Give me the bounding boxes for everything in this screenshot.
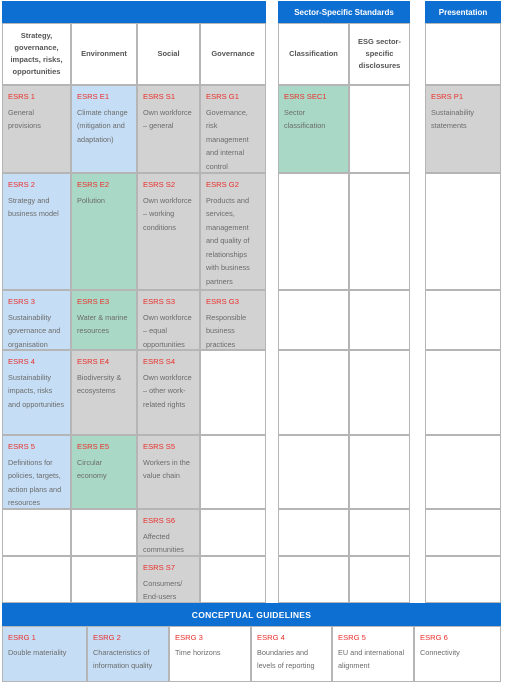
cell-esrs-s5: [137, 435, 200, 509]
empty-cell: [278, 435, 349, 509]
standard-code: ESRS E4: [77, 357, 110, 366]
col-header-social: Social: [137, 23, 200, 85]
empty-cell: [425, 556, 501, 603]
standard-code: ESRS E3: [77, 297, 110, 306]
standard-desc: Biodiversity & ecosystems: [77, 372, 122, 395]
cell-esrs-s1: [137, 85, 200, 173]
cell-esrs-4: [2, 350, 71, 435]
guideline-esrg-2: [87, 626, 169, 682]
empty-cell: [200, 435, 266, 509]
standard-desc: Water & marine resources: [77, 312, 128, 335]
cell-esrs-s2: [137, 173, 200, 290]
empty-cell: [425, 350, 501, 435]
guideline-code: ESRG 5: [338, 633, 366, 642]
guideline-esrg-1: [2, 626, 87, 682]
standard-desc: Products and services, management and quality of relationships with business partners: [206, 195, 250, 286]
empty-cell: [71, 509, 137, 556]
empty-cell: [278, 556, 349, 603]
cell-esrs-s4: [137, 350, 200, 435]
empty-cell: [278, 290, 349, 350]
standard-desc: Workers in the value chain: [143, 457, 190, 480]
col-header-strategy: Strategy, governance, impacts, risks, opportunities: [2, 23, 71, 85]
cell-esrs-p1: [425, 85, 501, 173]
empty-cell: [200, 350, 266, 435]
standard-code: ESRS G3: [206, 297, 239, 306]
guideline-code: ESRG 2: [93, 633, 121, 642]
standard-desc: Own workforce – general: [143, 107, 192, 130]
standard-desc: Definitions for policies, targets, action plans and resources: [8, 457, 62, 507]
standard-code: ESRS 5: [8, 442, 36, 451]
standard-desc: Own workforce – other work-related rights: [143, 372, 192, 409]
standard-code: ESRS E5: [77, 442, 110, 451]
guideline-code: ESRG 3: [175, 633, 203, 642]
standard-code: ESRS G1: [206, 92, 239, 101]
guideline-esrg-3: [169, 626, 251, 682]
empty-cell: [71, 556, 137, 603]
cell-esrs-g3: [200, 290, 266, 350]
standard-desc: Strategy and business model: [8, 195, 59, 218]
sector-specific-header: Sector-Specific Standards: [278, 1, 410, 23]
empty-cell: [2, 556, 71, 603]
standard-desc: Circular economy: [77, 457, 107, 480]
cell-esrs-s6: [137, 509, 200, 556]
guideline-esrg-5: [332, 626, 414, 682]
guideline-esrg-4: [251, 626, 332, 682]
empty-cell: [349, 509, 410, 556]
standard-code: ESRS 2: [8, 180, 36, 189]
standard-desc: Sustainability governance and organisation: [8, 312, 61, 349]
presentation-header: Presentation: [425, 1, 501, 23]
standard-desc: Own workforce – working conditions: [143, 195, 192, 232]
standard-desc: General provisions: [8, 107, 41, 130]
standard-desc: Sector classification: [284, 107, 326, 130]
cell-esrs-sec1: [278, 85, 349, 173]
standard-code: ESRS S1: [143, 92, 176, 101]
standard-code: ESRS S4: [143, 357, 176, 366]
standard-desc: Sustainability statements: [431, 107, 474, 130]
standard-desc: Sustainability impacts, risks and opportunities: [8, 372, 64, 409]
guideline-desc: Time horizons: [175, 648, 221, 657]
cell-esrs-e3: [71, 290, 137, 350]
standard-code: ESRS S6: [143, 516, 176, 525]
standard-desc: Own workforce – equal opportunities: [143, 312, 192, 349]
empty-cell: [200, 509, 266, 556]
empty-cell: [349, 435, 410, 509]
col-header-classification: Classification: [278, 23, 349, 85]
guideline-code: ESRG 4: [257, 633, 285, 642]
standard-desc: Affected communities: [143, 531, 184, 554]
guideline-desc: Characteristics of information quality: [93, 648, 153, 670]
standard-code: ESRS S2: [143, 180, 176, 189]
guideline-code: ESRG 6: [420, 633, 448, 642]
empty-cell: [349, 556, 410, 603]
col-header-governance: Governance: [200, 23, 266, 85]
cell-esrs-e4: [71, 350, 137, 435]
cell-esrs-e5: [71, 435, 137, 509]
standard-code: ESRS SEC1: [284, 92, 327, 101]
standard-code: ESRS E1: [77, 92, 110, 101]
empty-cell: [200, 556, 266, 603]
guideline-code: ESRG 1: [8, 633, 36, 642]
empty-cell: [278, 350, 349, 435]
standard-desc: Climate change (mitigation and adaptation): [77, 107, 128, 144]
cell-esrs-2: [2, 173, 71, 290]
top-header-left-bar: [2, 1, 266, 23]
standard-desc: Governance, risk management and internal control: [206, 107, 249, 171]
standard-code: ESRS E2: [77, 180, 110, 189]
standard-code: ESRS S5: [143, 442, 176, 451]
standard-code: ESRS 1: [8, 92, 36, 101]
cell-esrs-e2: [71, 173, 137, 290]
guideline-esrg-6: [414, 626, 501, 682]
conceptual-guidelines-title: CONCEPTUAL GUIDELINES: [2, 603, 501, 626]
guideline-desc: Double materiality: [8, 648, 67, 657]
empty-cell: [425, 173, 501, 290]
standard-code: ESRS S7: [143, 563, 176, 572]
guideline-desc: Boundaries and levels of reporting: [257, 648, 315, 670]
empty-cell: [425, 290, 501, 350]
standard-desc: Pollution: [77, 195, 105, 205]
cell-esrs-s7: [137, 556, 200, 603]
empty-cell: [278, 509, 349, 556]
standard-code: ESRS 3: [8, 297, 36, 306]
standard-code: ESRS G2: [206, 180, 239, 189]
empty-cell: [425, 509, 501, 556]
guideline-desc: EU and international alignment: [338, 648, 405, 670]
empty-cell: [349, 173, 410, 290]
empty-cell: [425, 435, 501, 509]
standard-desc: Responsible business practices: [206, 312, 247, 349]
standard-code: ESRS P1: [431, 92, 464, 101]
col-header-presentation-blank: [425, 23, 501, 85]
col-header-environment: Environment: [71, 23, 137, 85]
cell-esrs-3: [2, 290, 71, 350]
empty-cell: [349, 290, 410, 350]
cell-esrs-1: [2, 85, 71, 173]
empty-cell: [349, 85, 410, 173]
empty-cell: [278, 173, 349, 290]
col-header-esg-sector: ESG sector-specific disclosures: [349, 23, 410, 85]
cell-esrs-s3: [137, 290, 200, 350]
empty-cell: [2, 509, 71, 556]
standard-desc: Consumers/ End-users: [143, 578, 183, 601]
cell-esrs-g1: [200, 85, 266, 173]
cell-esrs-g2: [200, 173, 266, 290]
cell-esrs-e1: [71, 85, 137, 173]
standard-code: ESRS S3: [143, 297, 176, 306]
cell-esrs-5: [2, 435, 71, 509]
empty-cell: [349, 350, 410, 435]
guideline-desc: Connectivity: [420, 648, 460, 657]
standard-code: ESRS 4: [8, 357, 36, 366]
